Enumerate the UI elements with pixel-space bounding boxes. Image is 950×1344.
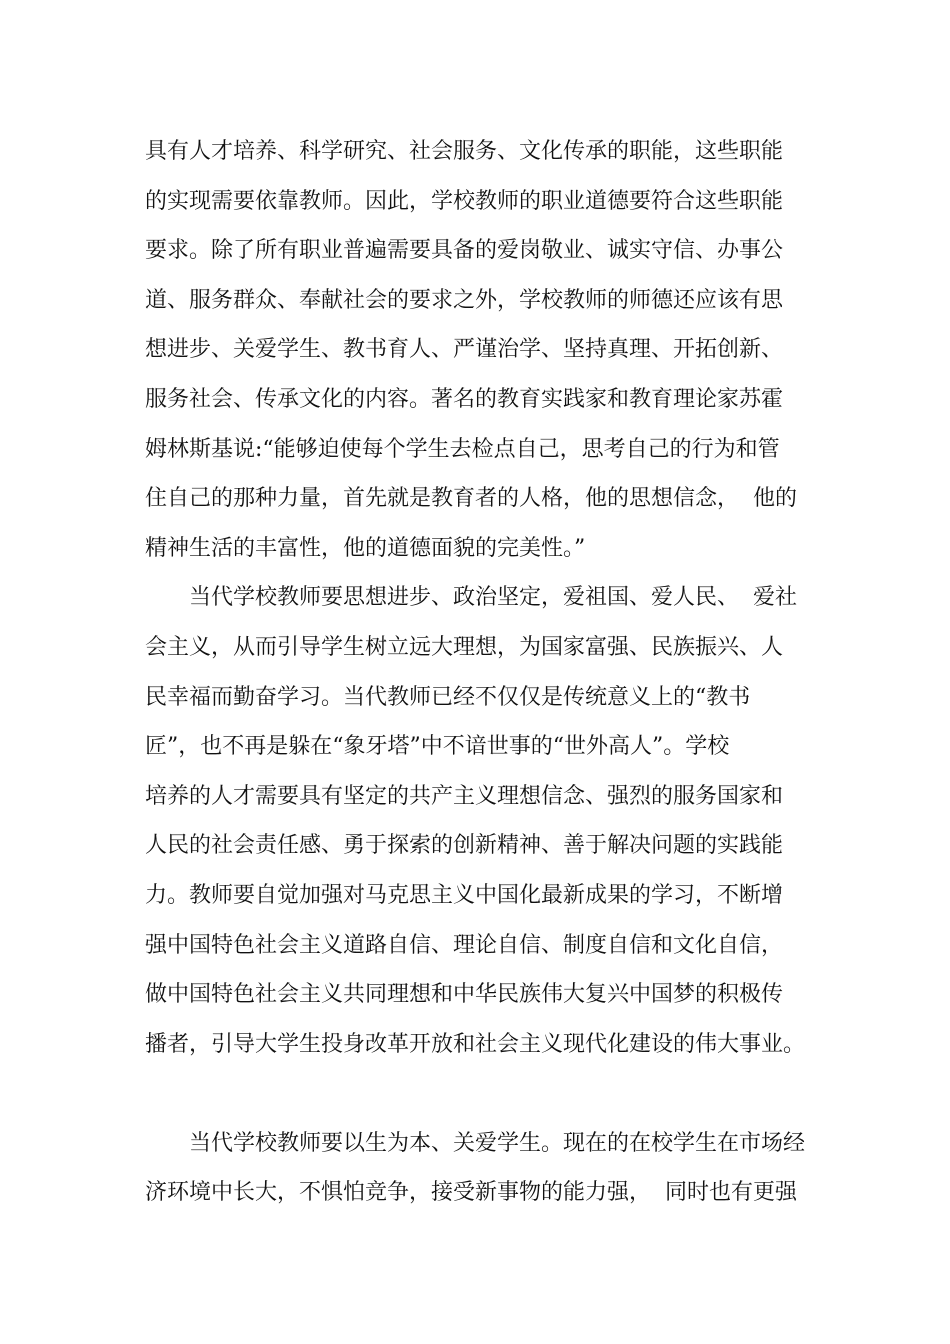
text-line: 具有人才培养、科学研究、社会服务、文化传承的职能，这些职能 bbox=[145, 139, 784, 164]
text-line: 精神生活的丰富性，他的道德面貌的完美性。” bbox=[145, 535, 586, 561]
paragraph bbox=[145, 127, 820, 573]
text-line: 济环境中长大，不惧怕竞争，接受新事物的能力强， 同时也有更强 bbox=[145, 1180, 797, 1206]
paragraph bbox=[145, 573, 820, 1069]
text-line: 想进步、关爱学生、教书育人、严谨治学、坚持真理、开拓创新、 bbox=[145, 337, 784, 363]
text-line: 当代学校教师要以生为本、关爱学生。现在的在校学生在市场经 bbox=[145, 1130, 806, 1156]
text-line: 强中国特色社会主义道路自信、理论自信、制度自信和文化自信， bbox=[145, 932, 784, 958]
text-line: 匠”，也不再是躲在“象牙塔”中不谙世事的“世外高人”。学校 bbox=[145, 734, 730, 760]
text-line: 住自己的那种力量，首先就是教育者的人格，他的思想信念， 他的 bbox=[145, 486, 797, 512]
text-line: 要求。除了所有职业普遍需要具备的爱岗敬业、诚实守信、办事公 bbox=[145, 238, 784, 264]
text-line: 播者，引导大学生投身改革开放和社会主义现代化建设的伟大事业。 bbox=[145, 1031, 806, 1057]
paragraph-gap bbox=[145, 1069, 820, 1119]
text-line: 姆林斯基说:“能够迫使每个学生去检点自己，思考自己的行为和管 bbox=[145, 436, 780, 462]
text-line: 力。教师要自觉加强对马克思主义中国化最新成果的学习，不断增 bbox=[145, 882, 784, 908]
text-line: 的实现需要依靠教师。因此，学校教师的职业道德要符合这些职能 bbox=[145, 188, 784, 214]
text-line: 民幸福而勤奋学习。当代教师已经不仅仅是传统意义上的“教书 bbox=[145, 684, 751, 710]
paragraph bbox=[145, 1119, 820, 1218]
text-line: 做中国特色社会主义共同理想和中华民族伟大复兴中国梦的积极传 bbox=[145, 982, 784, 1008]
text-line: 道、服务群众、奉献社会的要求之外，学校教师的师德还应该有思 bbox=[145, 287, 784, 313]
body-text bbox=[145, 127, 820, 1218]
text-line: 人民的社会责任感、勇于探索的创新精神、善于解决问题的实践能 bbox=[145, 833, 784, 859]
text-line: 培养的人才需要具有坚定的共产主义理想信念、强烈的服务国家和 bbox=[145, 783, 784, 809]
text-line: 会主义，从而引导学生树立远大理想，为国家富强、民族振兴、人 bbox=[145, 634, 784, 660]
text-line: 当代学校教师要思想进步、政治坚定，爱祖国、爱人民、 爱社 bbox=[145, 585, 797, 611]
text-line: 服务社会、传承文化的内容。著名的教育实践家和教育理论家苏霍 bbox=[145, 386, 784, 412]
